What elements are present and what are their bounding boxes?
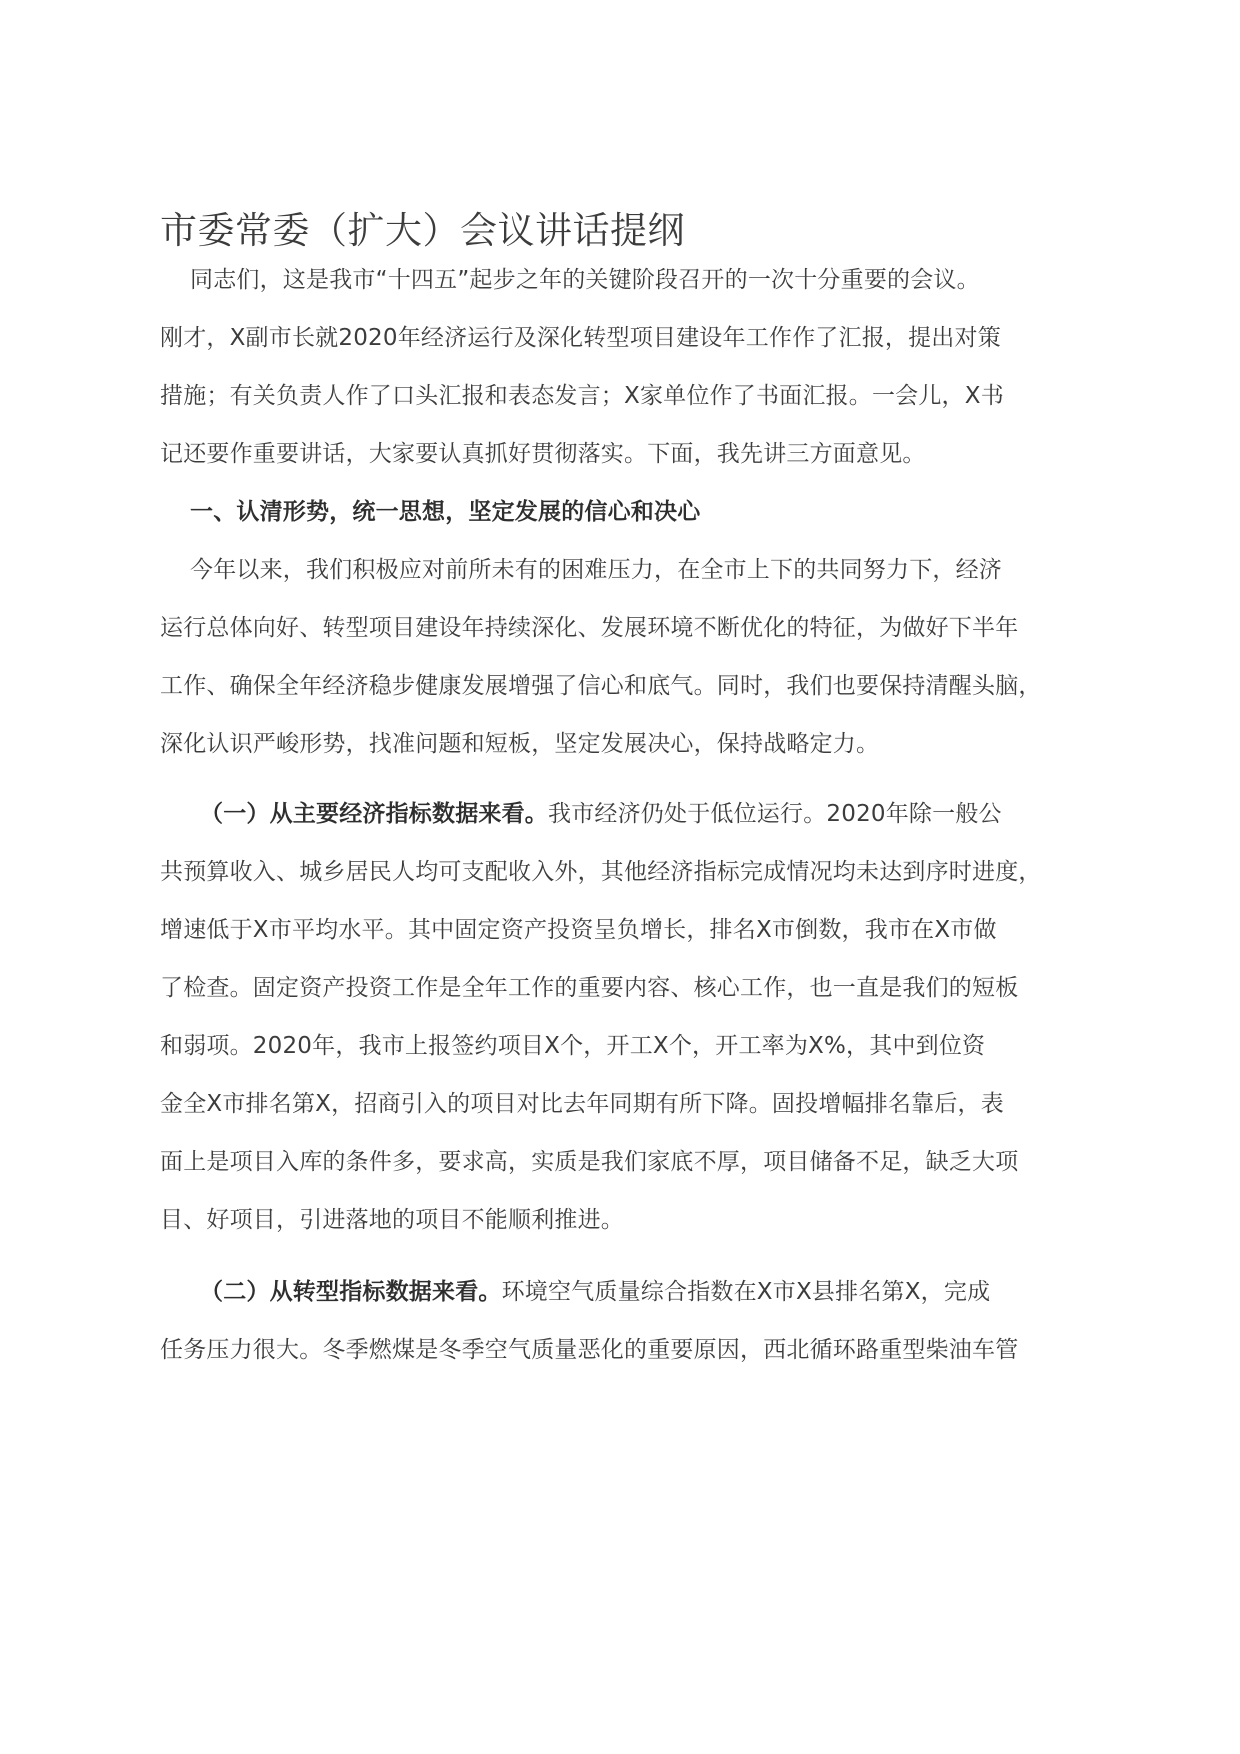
paragraph-line: 面上是项目入库的条件多，要求高，实质是我们家底不厚，项目储备不足，缺乏大项 [160, 1149, 1019, 1175]
paragraph-line: 工作、确保全年经济稳步健康发展增强了信心和底气。同时，我们也要保持清醒头脑， [160, 673, 1042, 699]
paragraph-line: 今年以来，我们积极应对前所未有的困难压力，在全市上下的共同努力下，经济 [190, 557, 1002, 583]
paragraph-text: 环境空气质量综合指数在X市X县排名第X，完成 [501, 1279, 991, 1305]
paragraph-line: 同志们，这是我市“十四五”起步之年的关键阶段召开的一次十分重要的会议。 [190, 267, 980, 293]
document-title: 市委常委（扩大）会议讲话提纲 [160, 209, 685, 252]
section-heading: 一、认清形势，统一思想，坚定发展的信心和决心 [190, 499, 701, 525]
subheading: （一）从主要经济指标数据来看。 [200, 801, 548, 827]
paragraph-line: 共预算收入、城乡居民人均可支配收入外，其他经济指标完成情况均未达到序时进度， [160, 859, 1042, 885]
paragraph-text: 我市经济仍处于低位运行。2020年除一般公 [548, 801, 1002, 827]
paragraph-line: 运行总体向好、转型项目建设年持续深化、发展环境不断优化的特征，为做好下半年 [160, 615, 1019, 641]
paragraph-line: 金全X市排名第X，招商引入的项目对比去年同期有所下降。固投增幅排名靠后，表 [160, 1091, 1004, 1117]
paragraph-line: 记还要作重要讲话，大家要认真抓好贯彻落实。下面，我先讲三方面意见。 [160, 441, 926, 467]
paragraph-line: 和弱项。2020年，我市上报签约项目X个，开工X个，开工率为X%，其中到位资 [160, 1033, 986, 1059]
subheading: （二）从转型指标数据来看。 [200, 1279, 502, 1305]
paragraph-line [200, 1275, 1140, 1309]
paragraph-line: 增速低于X市平均水平。其中固定资产投资呈负增长，排名X市倒数，我市在X市做 [160, 917, 997, 943]
paragraph-line: 深化认识严峻形势，找准问题和短板，坚定发展决心，保持战略定力。 [160, 731, 880, 757]
paragraph-line: 刚才，X副市长就2020年经济运行及深化转型项目建设年工作作了汇报，提出对策 [160, 325, 1001, 351]
paragraph-line [200, 797, 1140, 831]
paragraph-line: 了检查。固定资产投资工作是全年工作的重要内容、核心工作，也一直是我们的短板 [160, 975, 1019, 1001]
paragraph-line: 目、好项目，引进落地的项目不能顺利推进。 [160, 1207, 624, 1233]
paragraph-line: 措施；有关负责人作了口头汇报和表态发言；X家单位作了书面汇报。一会儿，X书 [160, 383, 1004, 409]
paragraph-line: 任务压力很大。冬季燃煤是冬季空气质量恶化的重要原因，西北循环路重型柴油车管 [160, 1337, 1019, 1363]
